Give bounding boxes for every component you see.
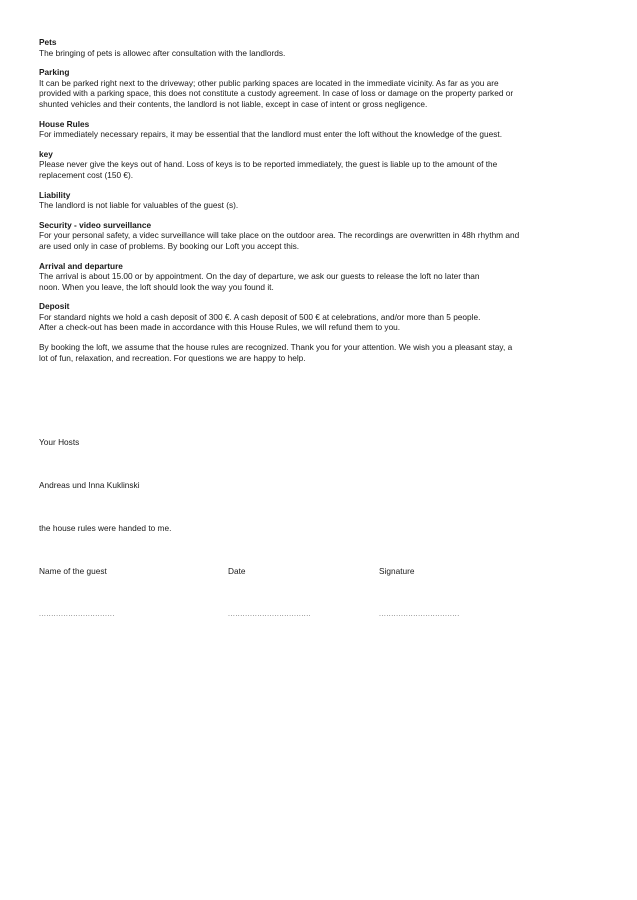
section-deposit xyxy=(39,301,604,333)
section-text: It can be parked right next to the driveway; other public parking spaces are located in the immediate vicinity. As far as you are xyxy=(39,77,499,88)
section-text: replacement cost (150 €). xyxy=(39,169,134,180)
section-heading: Pets xyxy=(39,37,57,47)
guest-name-line: ............................... xyxy=(39,611,115,618)
house-rules-document xyxy=(39,37,604,372)
hosts-names: Andreas und Inna Kuklinski xyxy=(39,480,140,490)
section-heading: Liability xyxy=(39,189,71,200)
section-text: are used only in case of problems. By booking our Loft you accept this. xyxy=(39,240,300,251)
section-heading: House Rules xyxy=(39,118,90,129)
date-label: Date xyxy=(228,566,246,576)
section-text: provided with a parking space, this does not constitute a custody agreement. In case of loss or damage on the property parked or xyxy=(39,88,514,99)
section-text: The bringing of pets is allowec after consultation with the landlords. xyxy=(39,47,286,58)
section-text: After a check-out has been made in accordance with this House Rules, we will refund them to you. xyxy=(39,322,401,333)
section-text: shunted vehicles and their contents, the landlord is not liable, except in case of intent or gross negligence. xyxy=(39,98,428,109)
guest-name-label: Name of the guest xyxy=(39,566,107,576)
section-arrival-departure xyxy=(39,261,604,293)
section-parking xyxy=(39,67,604,109)
section-text: For standard nights we hold a cash deposit of 300 €. A cash deposit of 500 € at celebrations, and/or more than 5 people. xyxy=(39,311,481,322)
section-text: Please never give the keys out of hand. Loss of keys is to be reported immediately, the guest is liable up to the amount of the xyxy=(39,159,498,170)
section-text: The landlord is not liable for valuables of the guest (s). xyxy=(39,200,239,211)
section-text: noon. When you leave, the loft should look the way you found it. xyxy=(39,281,274,292)
closing-text: By booking the loft, we assume that the house rules are recognized. Thank you for your attention. We wish you a pleasant stay, a xyxy=(39,342,513,353)
date-line: .................................. xyxy=(228,611,312,618)
hosts-label: Your Hosts xyxy=(39,437,80,447)
section-heading: Arrival and departure xyxy=(39,260,123,271)
section-security xyxy=(39,220,604,252)
section-heading: Parking xyxy=(39,67,70,78)
section-house-rules xyxy=(39,119,604,140)
section-text: For your personal safety, a videc surveillance will take place on the outdoor area. The recordings are overwritten in 48h rhythm and xyxy=(39,230,520,241)
signature-line: ................................. xyxy=(379,611,460,618)
section-pets xyxy=(39,37,604,58)
section-text: The arrival is about 15.00 or by appointment. On the day of departure, we ask our guests to release the loft no later than xyxy=(39,271,480,282)
closing-paragraph xyxy=(39,342,604,363)
section-heading: Security - video surveillance xyxy=(39,219,152,230)
signature-label: Signature xyxy=(379,566,415,576)
section-heading: key xyxy=(39,148,53,159)
section-heading: Deposit xyxy=(39,301,70,312)
closing-text: lot of fun, relaxation, and recreation. For questions we are happy to help. xyxy=(39,352,306,363)
section-key xyxy=(39,149,604,181)
handed-statement: the house rules were handed to me. xyxy=(39,523,172,533)
section-liability xyxy=(39,190,604,211)
section-text: For immediately necessary repairs, it may be essential that the landlord must enter the loft without the knowledge of the guest. xyxy=(39,129,503,140)
